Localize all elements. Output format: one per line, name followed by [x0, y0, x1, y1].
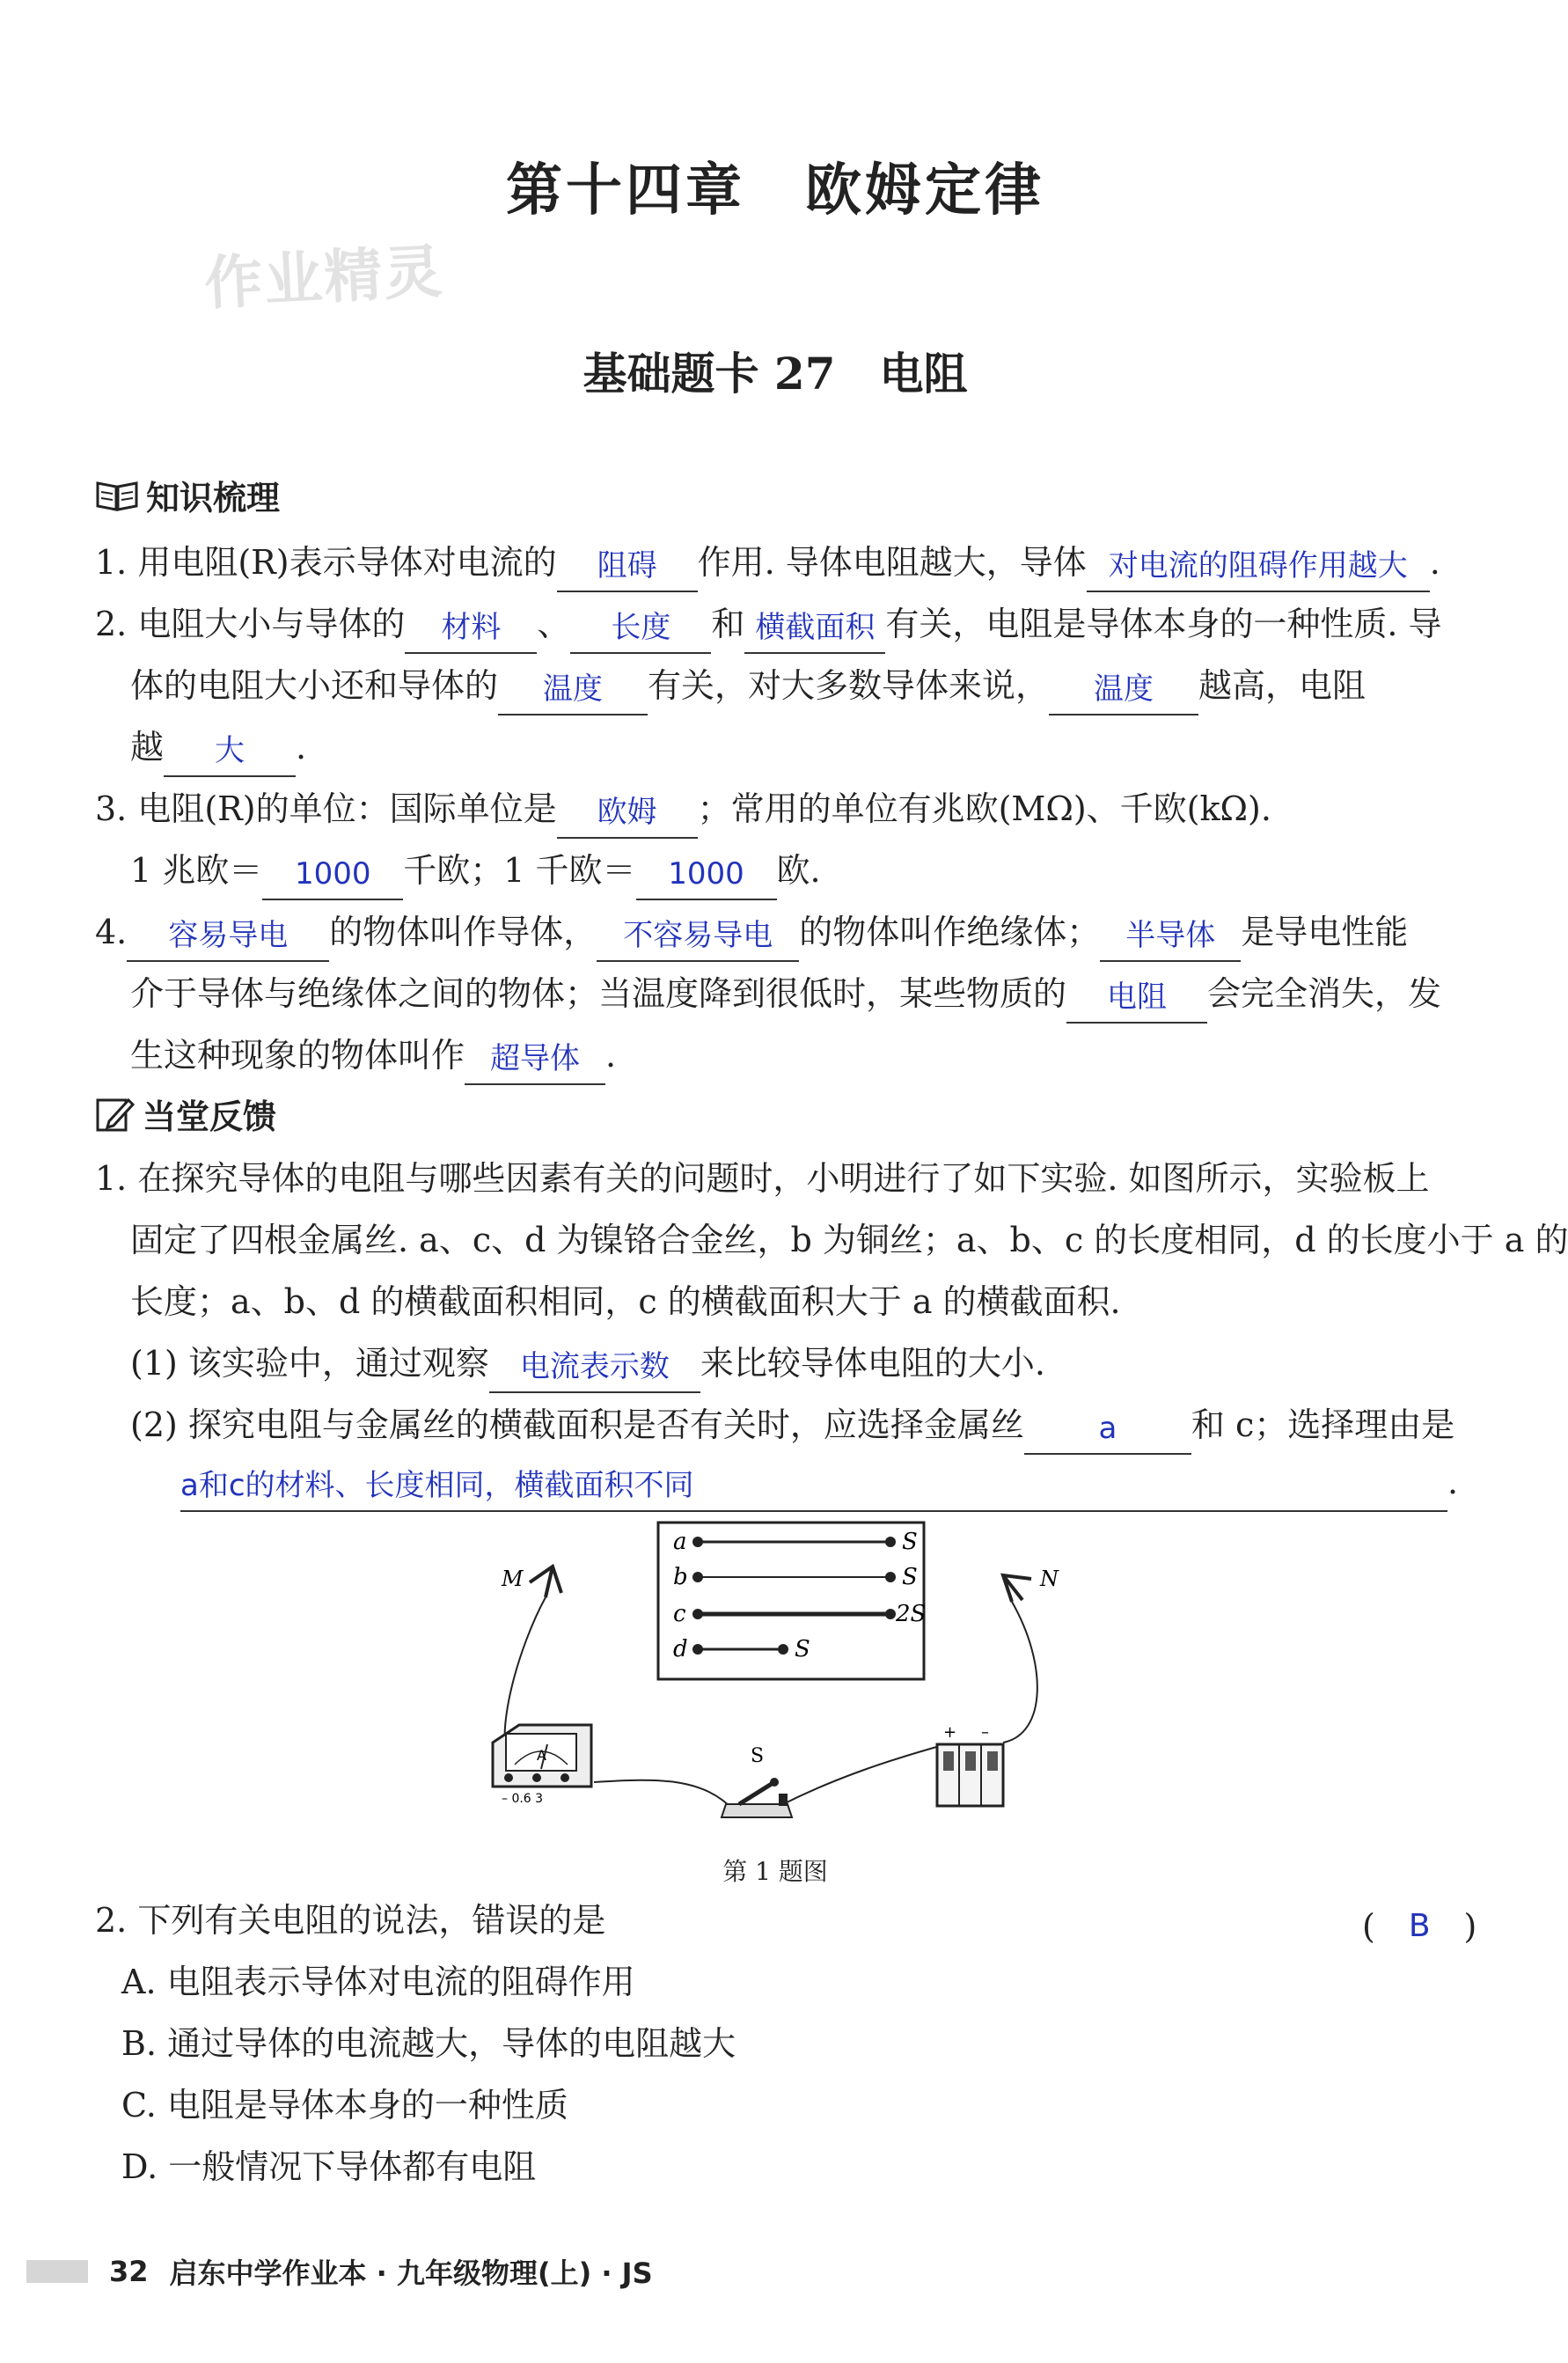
experiment-diagram	[484, 1514, 1059, 1866]
svg-text:S: S	[795, 1636, 810, 1662]
choice-answer: B	[1408, 1908, 1431, 1944]
feedback-q1-line2: 固定了四根金属丝. a、c、d 为镍铬合金丝，b 为铜丝；a、b、c 的长度相同，d 的长度小于 a 的	[130, 1221, 1568, 1259]
svg-text:A: A	[537, 1747, 546, 1764]
svg-text:S: S	[902, 1529, 918, 1555]
knowledge-q3-line2: 1 兆欧＝ 1000 千欧；1 千欧＝ 1000 欧.	[130, 840, 821, 900]
svg-text:a: a	[673, 1529, 687, 1555]
knowledge-q1: 1. 用电阻(R)表示导体对电流的 阻碍 作用. 导体电阻越大，导体 对电流的阻碍作用越大 .	[95, 532, 1440, 592]
pencil-note-icon	[95, 1095, 136, 1134]
feedback-q2-stem: 2. 下列有关电阻的说法，错误的是	[95, 1901, 606, 1940]
svg-text:c: c	[673, 1601, 686, 1627]
page-footer	[26, 2251, 653, 2292]
answer-blank: 温度	[1049, 664, 1198, 716]
feedback-heading	[95, 1090, 276, 1138]
option-d: D. 一般情况下导体都有电阻	[121, 2147, 537, 2186]
experiment-figure	[484, 1514, 1059, 1866]
svg-text:+: +	[943, 1723, 957, 1742]
feedback-q1-line3: 长度；a、b、d 的横截面积相同，c 的横截面积大于 a 的横截面积.	[130, 1282, 1121, 1321]
answer-blank: 不容易导电	[597, 911, 799, 962]
answer-blank: 电阻	[1066, 972, 1207, 1024]
answer-blank: 超导体	[465, 1034, 605, 1085]
feedback-q2-answer-box: ( B )	[1362, 1897, 1476, 1956]
svg-text:S: S	[902, 1564, 918, 1590]
svg-text:–: –	[981, 1723, 989, 1742]
answer-blank: 横截面积	[744, 603, 885, 654]
answer-blank: 容易导电	[127, 911, 329, 962]
svg-text:S: S	[751, 1745, 765, 1767]
switch	[722, 1745, 792, 1817]
battery	[937, 1723, 1003, 1806]
svg-text:d: d	[673, 1636, 688, 1662]
book-title: 启东中学作业本 · 九年级物理(上) · JS	[169, 2257, 653, 2290]
feedback-heading-text: 当堂反馈	[143, 1097, 277, 1136]
feedback-q1-part2: (2) 探究电阻与金属丝的横截面积是否有关时，应选择金属丝 a 和 c；选择理由是	[130, 1395, 1454, 1455]
knowledge-q4-line1: 4. 容易导电 的物体叫作导体， 不容易导电 的物体叫作绝缘体； 半导体 是导电性能	[95, 902, 1408, 962]
answer-blank: 大	[164, 726, 296, 777]
knowledge-q3-line1: 3. 电阻(R)的单位：国际单位是 欧姆 ；常用的单位有兆欧(MΩ)、千欧(kΩ).	[95, 779, 1271, 839]
feedback-q1-reason: a和c的材料、长度相同，横截面积不同 .	[180, 1452, 1458, 1512]
option-b: B. 通过导体的电流越大，导体的电阻越大	[121, 2024, 736, 2063]
answer-blank: 电流表示数	[489, 1342, 700, 1393]
answer-blank: 温度	[498, 664, 648, 716]
feedback-q1-part1: (1) 该实验中，通过观察 电流表示数 来比较导体电阻的大小.	[130, 1333, 1045, 1393]
knowledge-q4-line3: 生这种现象的物体叫作 超导体 .	[130, 1025, 616, 1085]
knowledge-heading	[95, 471, 280, 519]
chapter-title: 第十四章 欧姆定律	[506, 158, 1044, 224]
book-icon	[95, 478, 139, 513]
answer-blank: 1000	[262, 849, 403, 900]
answer-blank: 阻碍	[557, 541, 698, 592]
section-title: 基础题卡 27 电阻	[583, 348, 968, 400]
figure-caption: 第 1 题图	[722, 1857, 828, 1886]
svg-text:N: N	[1040, 1567, 1059, 1591]
answer-blank: 1000	[636, 849, 777, 900]
clip-n	[1003, 1567, 1059, 1602]
knowledge-q2-line3: 越 大 .	[130, 717, 306, 777]
watermark: 作业精灵	[202, 237, 446, 319]
knowledge-q4-line2: 介于导体与绝缘体之间的物体；当温度降到很低时，某些物质的 电阻 会完全消失，发	[130, 964, 1441, 1024]
answer-blank: 长度	[570, 603, 711, 654]
feedback-q1-line1: 1. 在探究导体的电阻与哪些因素有关的问题时，小明进行了如下实验. 如图所示，实验板上	[95, 1159, 1430, 1198]
option-c: C. 电阻是导体本身的一种性质	[121, 2086, 568, 2124]
knowledge-q2-line2: 体的电阻大小还和导体的 温度 有关，对大多数导体来说， 温度 越高，电阻	[130, 656, 1366, 716]
svg-text:2S: 2S	[896, 1601, 927, 1627]
option-a: A. 电阻表示导体对电流的阻碍作用	[121, 1963, 635, 2001]
svg-text:b: b	[673, 1564, 688, 1590]
knowledge-q2-line1: 2. 电阻大小与导体的 材料 、 长度 和 横截面积 有关，电阻是导体本身的一种性质. 导	[95, 594, 1442, 654]
clip-m	[501, 1567, 561, 1597]
ammeter	[493, 1725, 591, 1806]
answer-blank: a和c的材料、长度相同，横截面积不同	[180, 1461, 1447, 1512]
answer-blank: a	[1024, 1404, 1191, 1455]
answer-blank: 欧姆	[557, 788, 698, 839]
answer-blank: 对电流的阻碍作用越大	[1087, 541, 1430, 592]
answer-blank: 半导体	[1100, 911, 1241, 962]
knowledge-heading-text: 知识梳理	[146, 478, 281, 517]
answer-blank: 材料	[405, 603, 537, 654]
svg-text:M: M	[502, 1567, 524, 1591]
footer-tag	[26, 2260, 88, 2283]
svg-text:– 0.6 3: – 0.6 3	[502, 1792, 544, 1806]
page-number: 32	[109, 2255, 149, 2288]
